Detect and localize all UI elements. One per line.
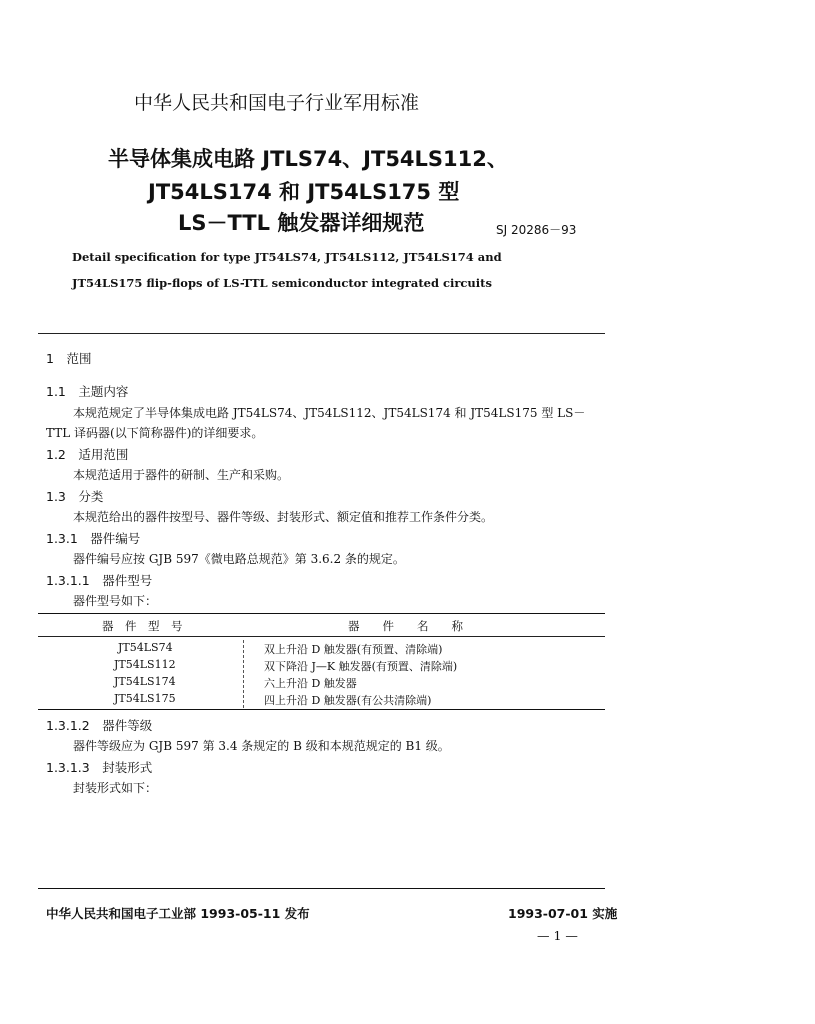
section-1-1-paragraph-line-2: TTL 译码器(以下简称器件)的详细要求。	[46, 426, 264, 440]
standard-code: SJ 20286－93	[496, 223, 577, 237]
title-line-2: JT54LS174 和 JT54LS175 型	[148, 180, 460, 204]
section-1-3-1-2-heading: 1.3.1.2 器件等级	[46, 718, 153, 733]
section-1-3-1-1-heading: 1.3.1.1 器件型号	[46, 573, 153, 588]
table-column-divider	[243, 640, 244, 708]
table-cell-name: 双下降沿 J—K 触发器(有预置、清除端)	[264, 660, 458, 673]
effective-date: 1993-07-01 实施	[508, 906, 618, 921]
section-1-3-1-3-paragraph: 封装形式如下：	[73, 781, 158, 795]
section-1-3-paragraph: 本规范给出的器件按型号、器件等级、封装形式、额定值和推荐工作条件分类。	[73, 510, 494, 524]
standard-name: 中华人民共和国电子行业军用标准	[134, 92, 420, 114]
table-header-model: 器 件 型 号	[102, 619, 183, 633]
section-1-3-1-2-paragraph: 器件等级应为 GJB 597 第 3.4 条规定的 B 级和本规范规定的 B1 级。	[73, 739, 450, 753]
section-1-2-paragraph: 本规范适用于器件的研制、生产和采购。	[73, 468, 290, 482]
table-cell-model: JT54LS174	[114, 675, 176, 688]
english-title-line-2: JT54LS175 flip-flops of LS-TTL semiconductor integrated circuits	[72, 276, 492, 290]
section-1-3-1-1-paragraph: 器件型号如下：	[73, 594, 158, 608]
table-cell-name: 四上升沿 D 触发器(有公共清除端)	[264, 694, 432, 707]
section-1-2-heading: 1.2 适用范围	[46, 447, 129, 462]
section-1-heading: 1 范围	[46, 351, 92, 366]
title-line-1: 半导体集成电路 JTLS74、JT54LS112、	[108, 147, 508, 171]
section-1-1-heading: 1.1 主题内容	[46, 384, 129, 399]
table-header-name: 器 件 名 称	[348, 619, 463, 633]
title-line-3: LS－TTL 触发器详细规范	[178, 211, 425, 235]
table-cell-model: JT54LS175	[114, 692, 176, 705]
footer-rule	[38, 888, 605, 889]
page-number: — 1 —	[537, 928, 578, 943]
section-1-3-1-paragraph: 器件编号应按 GJB 597《微电路总规范》第 3.6.2 条的规定。	[73, 552, 405, 566]
table-cell-name: 六上升沿 D 触发器	[264, 677, 357, 690]
section-1-3-1-heading: 1.3.1 器件编号	[46, 531, 141, 546]
section-1-1-paragraph-line-1: 本规范规定了半导体集成电路 JT54LS74、JT54LS112、JT54LS174 和 JT54LS175 型 LS－	[73, 406, 586, 420]
issuer-line: 中华人民共和国电子工业部 1993-05-11 发布	[46, 906, 310, 921]
table-header-rule	[38, 636, 605, 637]
section-1-3-heading: 1.3 分类	[46, 489, 104, 504]
header-rule	[38, 333, 605, 334]
table-bottom-rule	[38, 709, 605, 710]
table-cell-name: 双上升沿 D 触发器(有预置、清除端)	[264, 643, 443, 656]
table-top-rule	[38, 613, 605, 614]
table-cell-model: JT54LS74	[118, 641, 173, 654]
table-cell-model: JT54LS112	[114, 658, 176, 671]
english-title-line-1: Detail specification for type JT54LS74, JT54LS112, JT54LS174 and	[72, 250, 502, 264]
section-1-3-1-3-heading: 1.3.1.3 封装形式	[46, 760, 153, 775]
